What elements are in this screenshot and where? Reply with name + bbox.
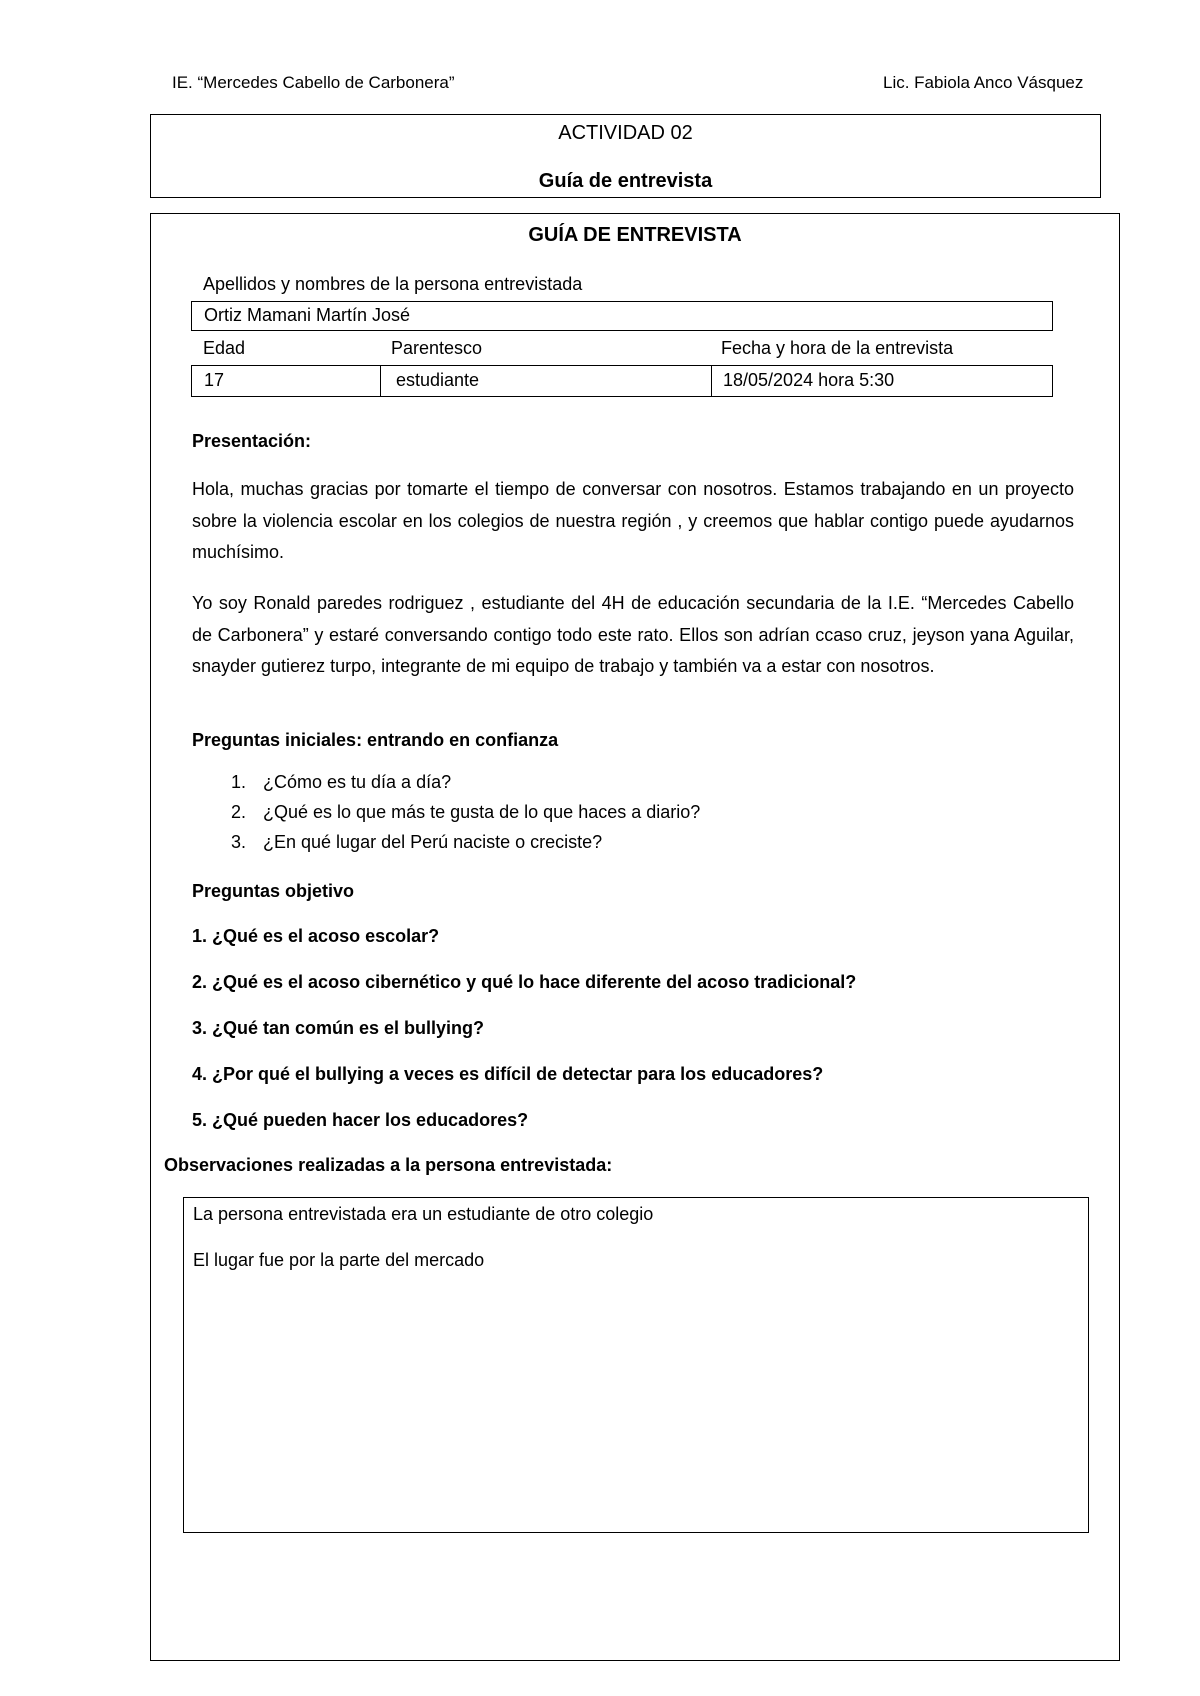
objective-question: 3. ¿Qué tan común es el bullying?	[192, 1018, 485, 1038]
presentation-paragraph-1: Hola, muchas gracias por tomarte el tiempo de conversar con nosotros. Estamos trabajando en un proyecto sobre la violencia escolar en los colegios de nuestra región , y creemos que hablar contigo puede ayudarnos muchísimo.	[192, 479, 1074, 562]
list-item: 2. ¿Qué es lo que más te gusta de lo que haces a diario?	[231, 802, 701, 822]
age-label: Edad	[203, 338, 246, 358]
objective-question: 4. ¿Por qué el bullying a veces es difícil de detectar para los educadores?	[192, 1064, 824, 1084]
guide-title: GUÍA DE ENTREVISTA	[528, 224, 742, 246]
cell-divider	[711, 366, 712, 396]
list-item: 3. ¿En qué lugar del Perú naciste o creciste?	[231, 832, 603, 852]
initial-questions-list	[231, 767, 700, 857]
activity-subtitle: Guía de entrevista	[538, 170, 713, 192]
observation-line: El lugar fue por la parte del mercado	[193, 1250, 485, 1270]
relation-label: Parentesco	[391, 338, 483, 358]
list-item: 1. ¿Cómo es tu día a día?	[231, 772, 452, 792]
cell-divider	[380, 366, 381, 396]
name-field: Ortiz Mamani Martín José	[191, 301, 1053, 331]
objective-question: 5. ¿Qué pueden hacer los educadores?	[192, 1110, 529, 1130]
initial-questions-heading: Preguntas iniciales: entrando en confianza	[192, 730, 559, 750]
header-school-name: IE. “Mercedes Cabello de Carbonera”	[172, 73, 455, 92]
objective-question: 2. ¿Qué es el acoso cibernético y qué lo hace diferente del acoso tradicional?	[192, 972, 857, 992]
objective-questions-heading: Preguntas objetivo	[192, 881, 355, 901]
objective-question: 1. ¿Qué es el acoso escolar?	[192, 926, 440, 946]
observations-box	[183, 1197, 1089, 1533]
age-value: 17	[204, 370, 225, 390]
presentation-paragraph-2: Yo soy Ronald paredes rodriguez , estudiante del 4H de educación secundaria de la I.E. “Mercedes Cabello de Carbonera” y estaré conversando contigo todo este rato. Ellos son adrían ccaso cruz, jeyson yana Aguilar, snayder gutierez turpo, integrante de mi equipo de trabajo y también va a estar con nosotros.	[192, 593, 1074, 676]
activity-number: ACTIVIDAD 02	[558, 122, 693, 144]
observations-heading: Observaciones realizadas a la persona entrevistada:	[164, 1155, 613, 1175]
observation-line: La persona entrevistada era un estudiante de otro colegio	[193, 1204, 654, 1224]
name-label: Apellidos y nombres de la persona entrevistada	[203, 274, 583, 294]
interview-guide-box	[150, 213, 1120, 1661]
relation-value: estudiante	[396, 370, 480, 390]
date-label: Fecha y hora de la entrevista	[721, 338, 954, 358]
info-row	[191, 365, 1053, 397]
presentation-heading: Presentación:	[192, 431, 312, 451]
header-teacher-name: Lic. Fabiola Anco Vásquez	[883, 73, 1084, 92]
date-value: 18/05/2024 hora 5:30	[723, 370, 895, 390]
activity-title-box	[150, 114, 1101, 198]
